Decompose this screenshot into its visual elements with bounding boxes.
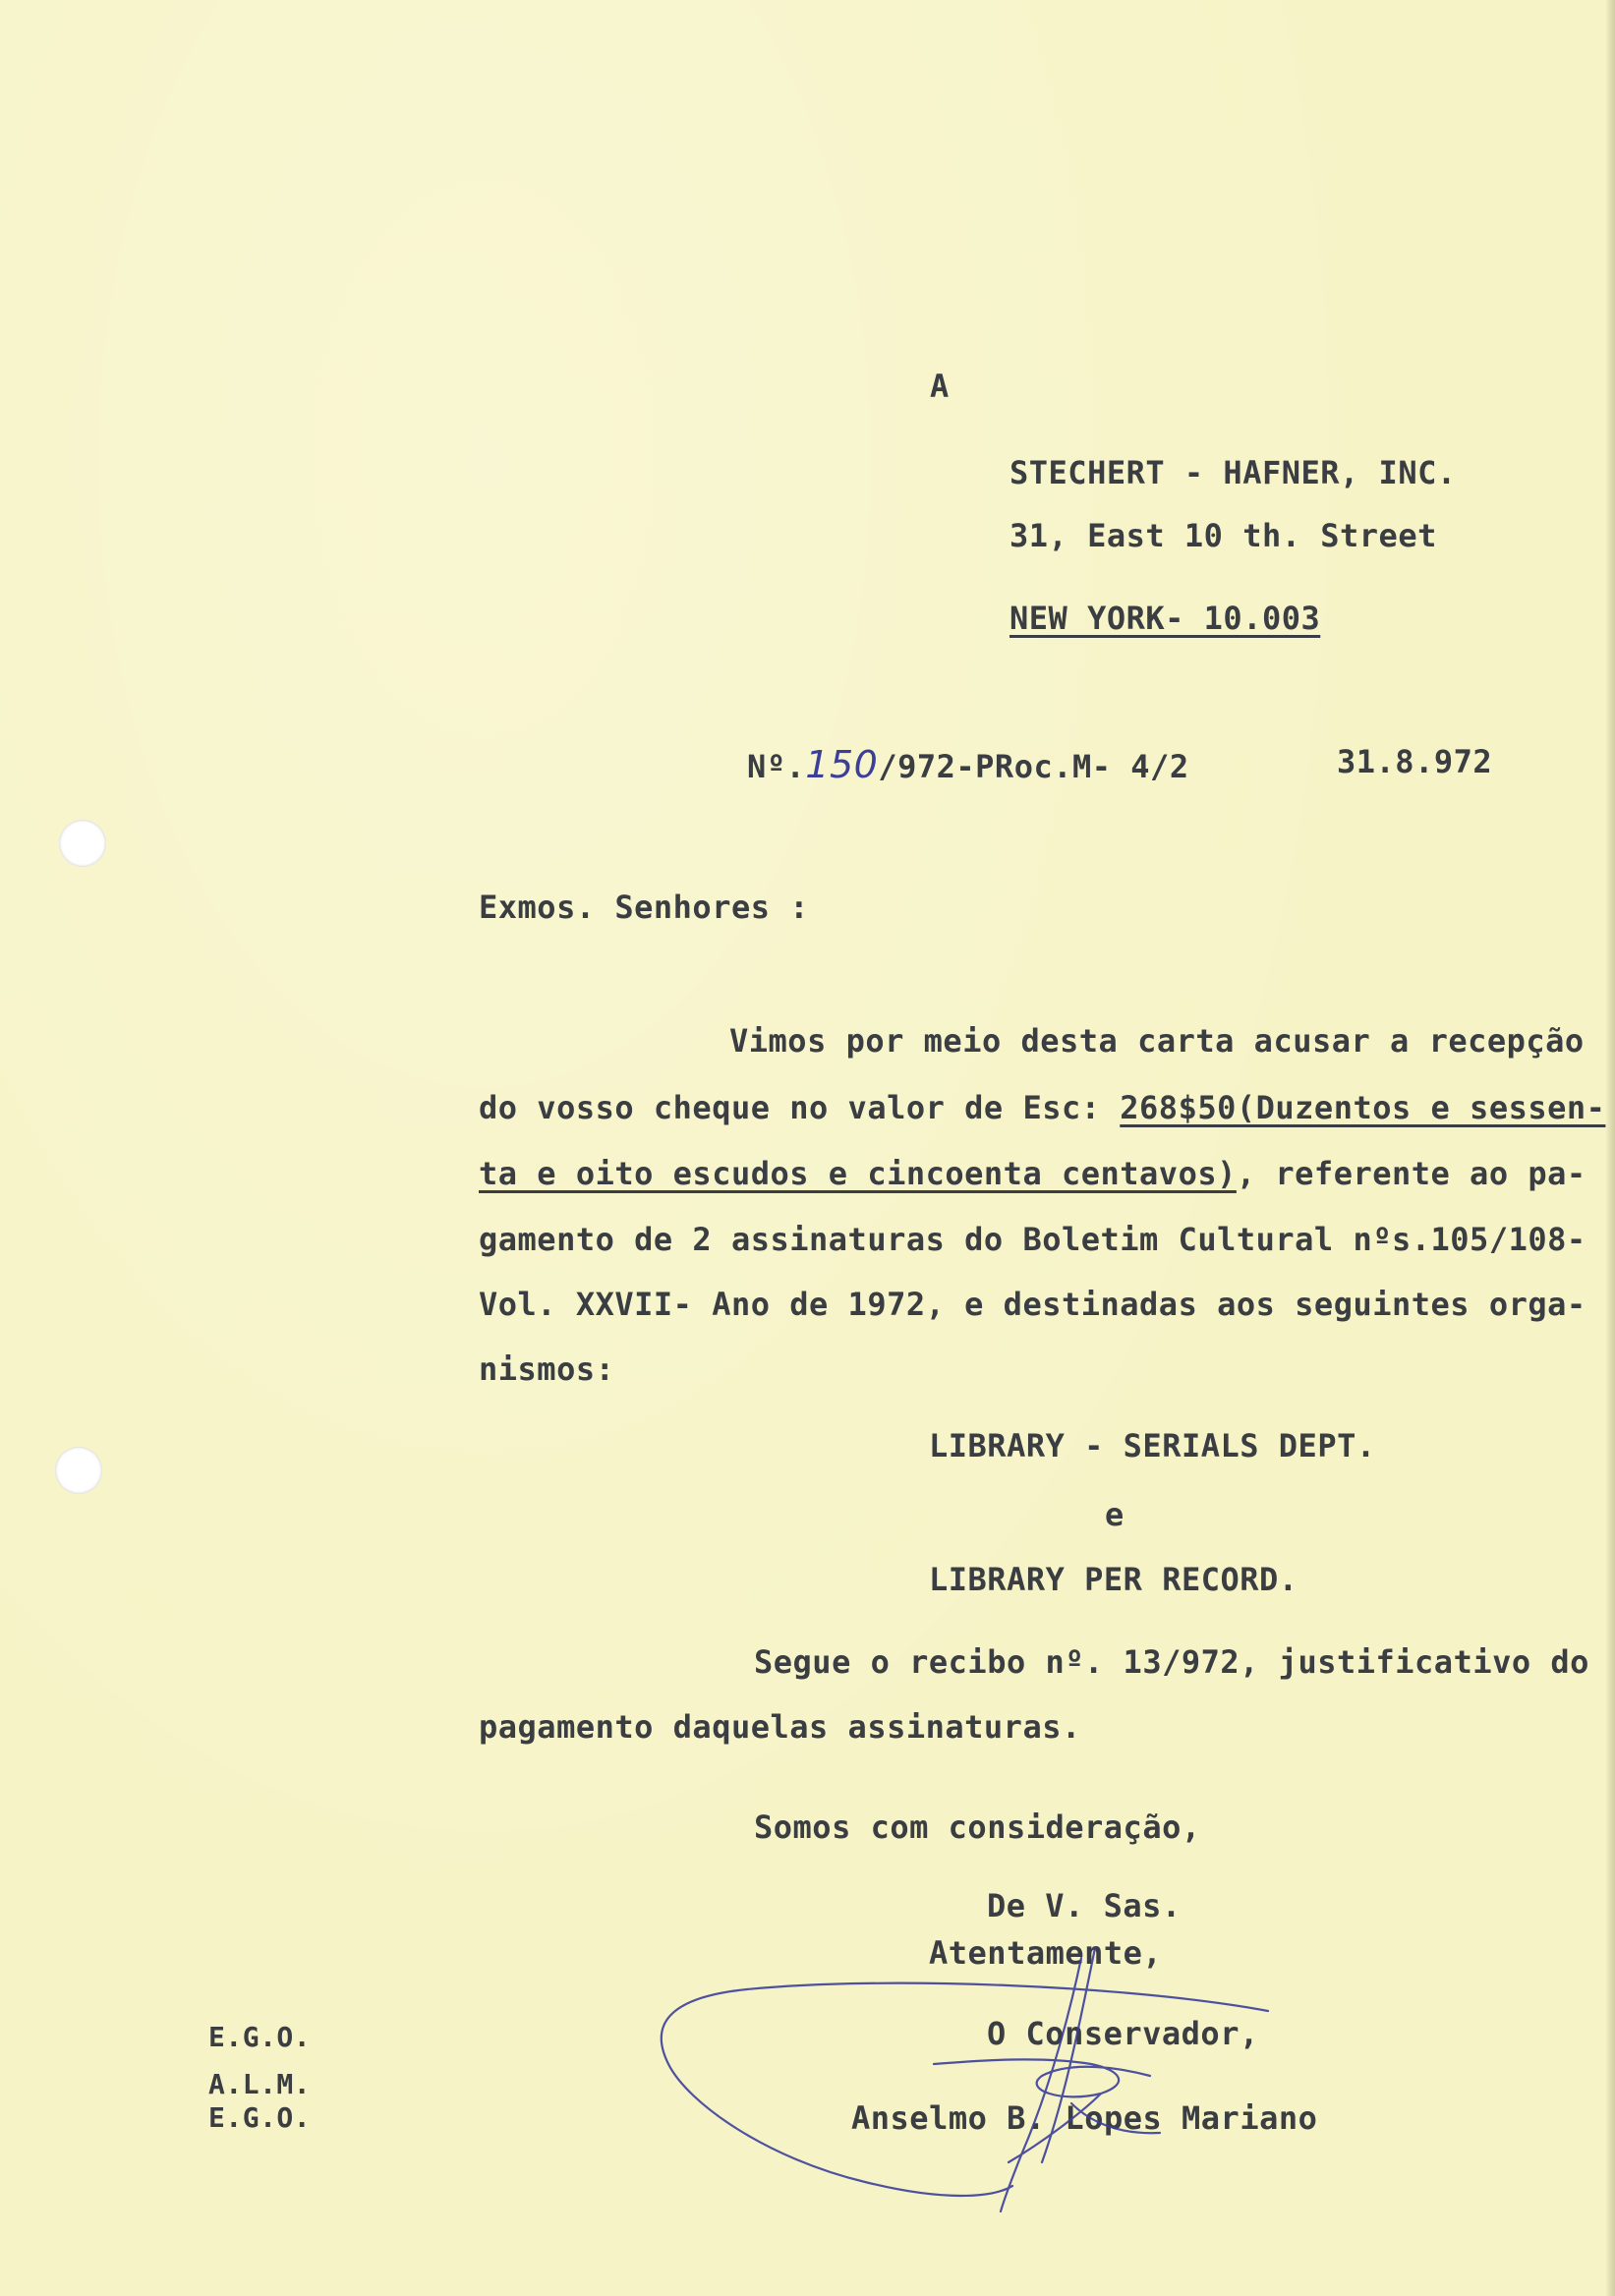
addressee-prefix: A <box>930 368 950 405</box>
initials-line3: E.G.O. <box>208 2101 312 2134</box>
paragraph1-line5: Vol. XXVII- Ano de 1972, e destinadas aos seguintes orga- <box>479 1286 1586 1323</box>
closing-line3: Atentamente, <box>929 1934 1163 1972</box>
paragraph1-line3-text: , referente ao pa- <box>1236 1155 1586 1192</box>
letter-date: 31.8.972 <box>1337 743 1493 780</box>
salutation: Exmos. Senhores : <box>479 889 810 926</box>
recipient-city: NEW YORK- 10.003 <box>1009 600 1321 637</box>
organism-second: LIBRARY PER RECORD. <box>929 1561 1298 1598</box>
paragraph1-line6: nismos: <box>479 1350 615 1388</box>
reference-suffix: /972-PRoc.M- 4/2 <box>878 748 1189 785</box>
paragraph1-line4: gamento de 2 assinaturas do Boletim Cultural nºs.105/108- <box>479 1221 1586 1258</box>
closing-line2: De V. Sas. <box>987 1887 1182 1924</box>
recipient-name: STECHERT - HAFNER, INC. <box>1009 454 1457 491</box>
paragraph1-line2-text: do vosso cheque no valor de Esc: <box>479 1089 1121 1126</box>
organism-conjunction: e <box>1105 1496 1125 1533</box>
payment-amount: 268$50(Duzentos e sessen- <box>1120 1089 1606 1126</box>
paragraph1-line1: Vimos por meio desta carta acusar a recepção <box>729 1022 1585 1060</box>
reference-prefix: Nº. <box>747 748 806 785</box>
recipient-street: 31, East 10 th. Street <box>1009 517 1437 554</box>
paragraph2-line1: Segue o recibo nº. 13/972, justificativo do <box>754 1643 1589 1681</box>
initials-line2: A.L.M. <box>208 2068 312 2100</box>
organism-first: LIBRARY - SERIALS DEPT. <box>929 1427 1376 1464</box>
closing-title: O Conservador, <box>987 2015 1259 2052</box>
closing-line1: Somos com consideração, <box>754 1808 1201 1846</box>
initials-line1: E.G.O. <box>208 2021 312 2053</box>
payment-amount-words: ta e oito escudos e cincoenta centavos) <box>479 1155 1237 1192</box>
signatory-name: Anselmo B. Lopes Mariano <box>851 2099 1318 2137</box>
reference-handwritten-number: 150 <box>805 743 879 786</box>
paragraph2-line2: pagamento daquelas assinaturas. <box>479 1708 1081 1746</box>
